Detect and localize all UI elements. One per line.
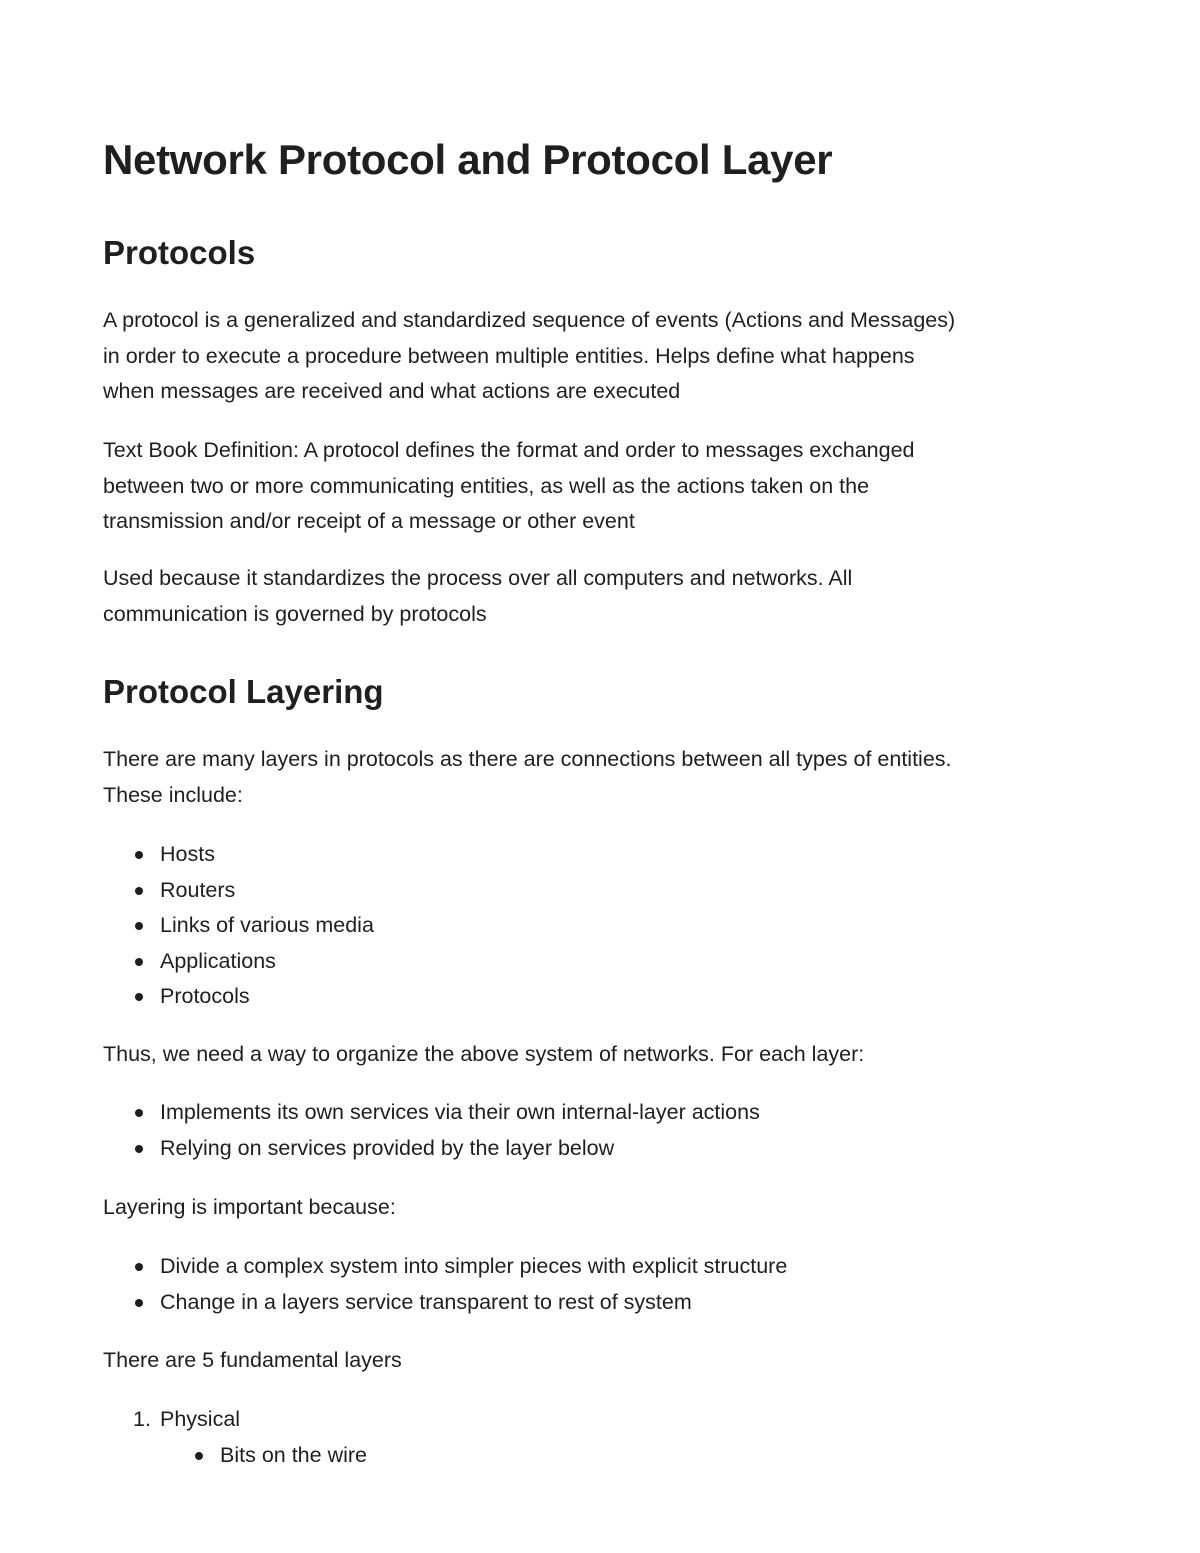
- text-line: transmission and/or receipt of a message or other event: [103, 509, 635, 533]
- fundamental-layers-list: [133, 1402, 367, 1473]
- text-line: A protocol is a generalized and standardized sequence of events (Actions and Messages): [103, 308, 956, 332]
- textbook-definition-paragraph: [103, 433, 1103, 540]
- text-line: in order to execute a procedure between multiple entities. Helps define what happens: [103, 343, 915, 368]
- organize-paragraph: [103, 1037, 1103, 1073]
- list-item: Routers: [160, 873, 374, 909]
- list-item: Change in a layers service transparent to rest of system: [160, 1285, 787, 1321]
- protocol-definition-paragraph: [103, 303, 1103, 410]
- list-item: Hosts: [160, 837, 374, 873]
- text-line: There are many layers in protocols as there are connections between all types of entities.: [103, 747, 952, 771]
- each-layer-list: [160, 1095, 760, 1166]
- list-item-physical: [133, 1402, 367, 1473]
- section-heading-protocol-layering: Protocol Layering: [103, 673, 384, 710]
- entity-list: [160, 837, 374, 1015]
- section-heading-protocols: Protocols: [103, 234, 256, 271]
- text-line: between two or more communicating entities, as well as the actions taken on the: [103, 473, 870, 498]
- text-line: There are 5 fundamental layers: [103, 1348, 402, 1372]
- text-line: Thus, we need a way to organize the above system of networks. For each layer:: [103, 1042, 865, 1066]
- list-item: Divide a complex system into simpler pieces with explicit structure: [160, 1249, 787, 1285]
- list-item: Applications: [160, 944, 374, 980]
- list-item: Implements its own services via their own internal-layer actions: [160, 1095, 760, 1131]
- list-item: Protocols: [160, 979, 374, 1015]
- usage-paragraph: [103, 561, 1103, 632]
- text-line: when messages are received and what actions are executed: [103, 379, 681, 403]
- list-number: 1.: [133, 1407, 151, 1431]
- text-line: Text Book Definition: A protocol defines the format and order to messages exchanged: [103, 438, 915, 462]
- text-line: These include:: [103, 782, 243, 807]
- list-item: Relying on services provided by the layer below: [160, 1131, 760, 1167]
- layer-name: Physical: [160, 1407, 241, 1431]
- layering-intro-paragraph: [103, 742, 1103, 813]
- text-line: communication is governed by protocols: [103, 601, 487, 626]
- layer-detail-list: [160, 1438, 367, 1474]
- text-line: Used because it standardizes the process over all computers and networks. All: [103, 566, 853, 590]
- list-item: Bits on the wire: [220, 1438, 367, 1474]
- page-title: Network Protocol and Protocol Layer: [103, 136, 833, 183]
- text-line: Layering is important because:: [103, 1195, 396, 1219]
- reasons-list: [160, 1249, 787, 1320]
- fundamental-layers-paragraph: [103, 1343, 1103, 1379]
- list-item: Links of various media: [160, 908, 374, 944]
- importance-paragraph: [103, 1190, 1103, 1226]
